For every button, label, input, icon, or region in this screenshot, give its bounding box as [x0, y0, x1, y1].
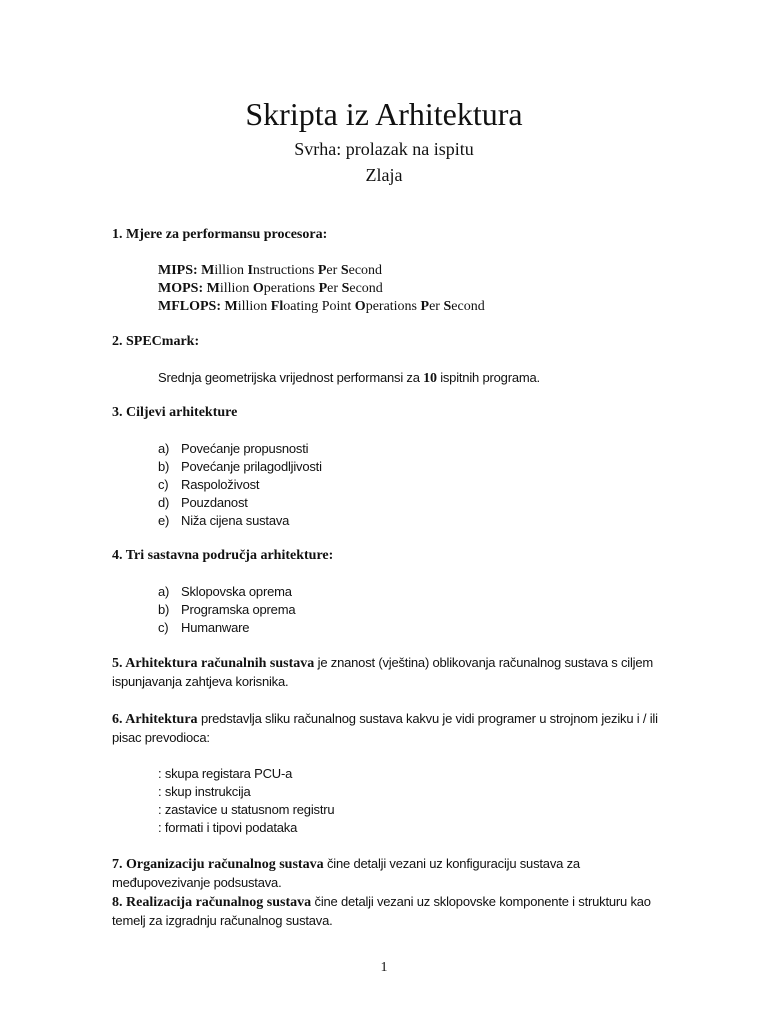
- mflops-text: Million Floating Point Operations Per Second: [224, 298, 485, 314]
- section-8-paragraph: 8. Realizacija računalnog sustava čine detalji vezani uz sklopovske komponente i strukturu kao temelj za izgradnju računalnog sustava.: [112, 893, 651, 928]
- section-6-paragraph: 6. Arhitektura predstavlja sliku računalnog sustava kakvu je vidi programer u strojnom jeziku i / ili pisac prevodioca:: [112, 710, 658, 745]
- list-item: d) Pouzdanost: [158, 494, 248, 510]
- list-item: a) Povećanje propusnosti: [158, 440, 309, 456]
- page-number: 1: [380, 960, 388, 975]
- specmark-definition: Srednja geometrijska vrijednost performansi za 10 ispitnih programa.: [158, 369, 540, 386]
- mops-text: Million Operations Per Second: [206, 280, 383, 296]
- mops-label: MOPS:: [158, 280, 204, 296]
- list-item: c) Humanware: [158, 619, 250, 635]
- section-1-heading: 1. Mjere za performansu procesora:: [112, 227, 328, 242]
- mips-text: Million Instructions Per Second: [201, 262, 383, 278]
- document-title: Skripta iz Arhitektura: [245, 96, 523, 132]
- section-2-heading: 2. SPECmark:: [112, 334, 200, 349]
- document-subtitle: Svrha: prolazak na ispitu: [294, 139, 474, 159]
- section-3-heading: 3. Ciljevi arhitekture: [112, 405, 238, 420]
- title-block: [0, 92, 768, 188]
- list-item: : skup instrukcija: [158, 784, 251, 799]
- list-item: : zastavice u statusnom registru: [158, 802, 335, 817]
- section-4-heading: 4. Tri sastavna područja arhitekture:: [112, 548, 334, 563]
- mips-line: [112, 262, 672, 280]
- list-item: c) Raspoloživost: [158, 476, 260, 492]
- mflops-label: MFLOPS:: [158, 298, 221, 314]
- section-5-paragraph: 5. Arhitektura računalnih sustava je znanost (vještina) oblikovanja računalnog sustava s ciljem ispunjavanja zahtjeva korisnika.: [112, 655, 654, 689]
- mflops-line: [112, 298, 672, 316]
- list-item: b) Povećanje prilagodljivosti: [158, 458, 322, 474]
- mips-label: MIPS:: [158, 262, 198, 278]
- section-7-paragraph: 7. Organizaciju računalnog sustava čine detalji vezani uz konfiguraciju sustava za međupovezivanje podsustava.: [112, 855, 580, 890]
- list-item: b) Programska oprema: [158, 601, 296, 617]
- list-item: : skupa registara PCU-a: [158, 766, 293, 781]
- list-item: : formati i tipovi podataka: [158, 820, 298, 835]
- list-item: a) Sklopovska oprema: [158, 583, 292, 599]
- list-item: e) Niža cijena sustava: [158, 512, 290, 528]
- document-author: Zlaja: [365, 165, 403, 185]
- document-body: [112, 226, 672, 931]
- mops-line: [112, 280, 672, 298]
